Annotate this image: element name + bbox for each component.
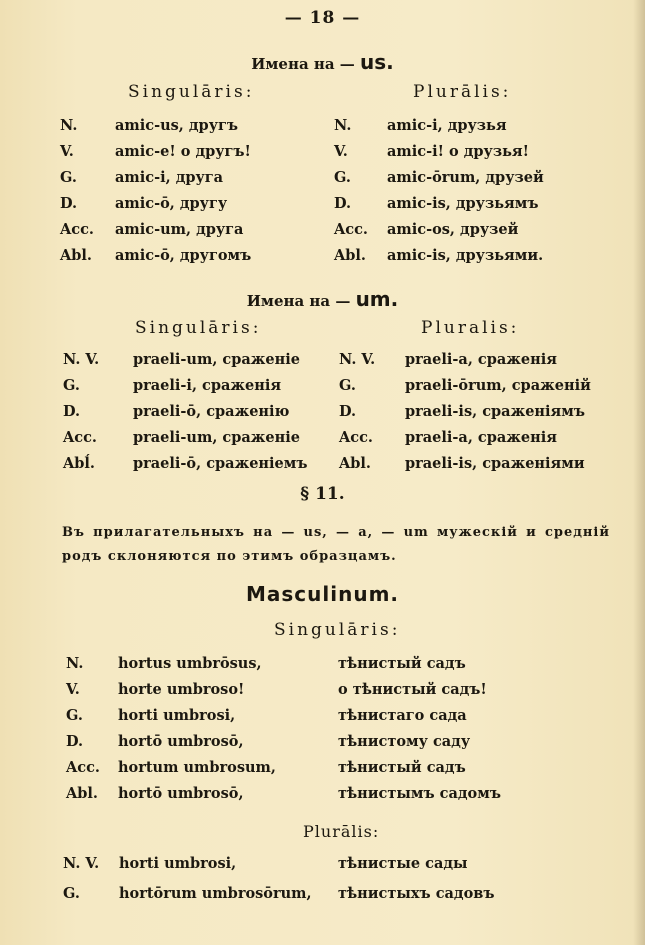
declension-row bbox=[63, 855, 468, 872]
heading-text: Имена на — bbox=[251, 55, 361, 73]
declension-form: amic-is, друзьямъ bbox=[387, 195, 539, 212]
case-label: N. bbox=[334, 117, 352, 134]
case-label: Abl. bbox=[339, 455, 371, 472]
declension-form: praeli-is, сраженіями bbox=[405, 455, 585, 472]
case-label: D. bbox=[66, 733, 84, 750]
latin-form: hortōrum umbrosōrum, bbox=[119, 885, 312, 902]
singularis-label: Singulāris: bbox=[135, 318, 262, 338]
declension-form: amic-is, друзьями. bbox=[387, 247, 544, 264]
case-label: Acc. bbox=[66, 759, 100, 776]
page-number: — 18 — bbox=[284, 8, 361, 28]
note-line: родъ склоняются по этимъ образцамъ. bbox=[62, 549, 397, 564]
declension-row bbox=[63, 455, 308, 472]
case-label: V. bbox=[60, 143, 74, 160]
declension-form: praeli-um, сраженіе bbox=[133, 429, 300, 446]
declension-form: amic-i! о друзья! bbox=[387, 143, 529, 160]
declension-row bbox=[63, 377, 282, 394]
declension-row bbox=[66, 733, 471, 750]
declension-row bbox=[339, 455, 585, 472]
declension-form: amic-e! о другъ! bbox=[115, 143, 251, 160]
case-label: Abl. bbox=[334, 247, 366, 264]
declension-row bbox=[60, 247, 252, 264]
case-label: Acc. bbox=[334, 221, 368, 238]
declension-row bbox=[334, 247, 544, 264]
case-label: G. bbox=[63, 377, 80, 394]
russian-translation: тѣнистый садъ bbox=[338, 759, 466, 776]
declension-form: amic-us, другъ bbox=[115, 117, 238, 134]
russian-translation: тѣнистому саду bbox=[338, 733, 471, 750]
declension-row bbox=[334, 117, 507, 134]
declension-row bbox=[66, 759, 466, 776]
declension-form: praeli-ōrum, сраженій bbox=[405, 377, 591, 394]
singularis-label: Singulāris: bbox=[128, 82, 255, 102]
section-heading-us bbox=[0, 50, 645, 74]
russian-translation: тѣнистаго сада bbox=[338, 707, 467, 724]
case-label: Acc. bbox=[60, 221, 94, 238]
case-label: D. bbox=[339, 403, 357, 420]
latin-form: horti umbrosi, bbox=[118, 707, 236, 724]
note-line: Въ прилагательныхъ на — us, — a, — um мужескій и средній bbox=[62, 525, 610, 540]
page-edge-shadow bbox=[633, 0, 645, 945]
section-number: § 11. bbox=[300, 484, 345, 504]
latin-form: hortō umbrosō, bbox=[118, 785, 244, 802]
declension-row bbox=[63, 885, 495, 902]
russian-translation: тѣнистый садъ bbox=[338, 655, 466, 672]
pluralis-label: Plurālis: bbox=[413, 82, 512, 102]
pluralis-label: Pluralis: bbox=[421, 318, 520, 338]
case-label: D. bbox=[63, 403, 81, 420]
case-label: D. bbox=[60, 195, 78, 212]
declension-row bbox=[334, 169, 544, 186]
declension-form: amic-i, друга bbox=[115, 169, 224, 186]
declension-form: praeli-a, сраженія bbox=[405, 351, 557, 368]
singularis-label: Singulāris: bbox=[274, 620, 401, 640]
gender-heading: Masculinum. bbox=[245, 582, 400, 606]
case-label: D. bbox=[334, 195, 352, 212]
case-label: G. bbox=[339, 377, 356, 394]
case-label: N. V. bbox=[339, 351, 376, 368]
case-label: Acc. bbox=[339, 429, 373, 446]
latin-form: horti umbrosi, bbox=[119, 855, 237, 872]
declension-row bbox=[63, 429, 300, 446]
declension-row bbox=[60, 195, 228, 212]
russian-translation: тѣнистымъ садомъ bbox=[338, 785, 501, 802]
russian-translation: о тѣнистый садъ! bbox=[338, 681, 487, 698]
case-label: V. bbox=[66, 681, 80, 698]
section-heading-um bbox=[0, 287, 645, 311]
heading-text: Имена на — bbox=[246, 292, 356, 310]
declension-row bbox=[339, 429, 557, 446]
declension-form: praeli-a, сраженія bbox=[405, 429, 557, 446]
declension-row bbox=[66, 785, 501, 802]
declension-row bbox=[66, 681, 487, 698]
declension-row bbox=[63, 403, 290, 420]
declension-form: praeli-um, сраженіе bbox=[133, 351, 300, 368]
russian-translation: тѣнистыхъ садовъ bbox=[338, 885, 495, 902]
heading-ending: us. bbox=[360, 50, 394, 74]
declension-row bbox=[334, 195, 539, 212]
case-label: G. bbox=[63, 885, 80, 902]
declension-row bbox=[63, 351, 300, 368]
case-label: N. bbox=[66, 655, 84, 672]
declension-form: praeli-is, сраженіямъ bbox=[405, 403, 585, 420]
case-label: G. bbox=[334, 169, 351, 186]
declension-row bbox=[339, 377, 591, 394]
pluralis-label: Plurālis: bbox=[303, 822, 380, 841]
declension-form: amic-ōrum, друзей bbox=[387, 169, 544, 186]
case-label: N. V. bbox=[63, 855, 100, 872]
declension-row bbox=[60, 221, 244, 238]
latin-form: hortō umbrosō, bbox=[118, 733, 244, 750]
russian-translation: тѣнистые сады bbox=[338, 855, 468, 872]
declension-form: praeli-i, сраженія bbox=[133, 377, 282, 394]
heading-ending: um. bbox=[355, 287, 399, 311]
declension-row bbox=[334, 221, 519, 238]
latin-form: horte umbroso! bbox=[118, 681, 245, 698]
declension-row bbox=[339, 403, 585, 420]
declension-row bbox=[339, 351, 557, 368]
latin-form: hortus umbrōsus, bbox=[118, 655, 262, 672]
declension-row bbox=[60, 143, 251, 160]
declension-row bbox=[334, 143, 529, 160]
declension-form: amic-os, друзей bbox=[387, 221, 519, 238]
case-label: Abl. bbox=[66, 785, 98, 802]
declension-row bbox=[60, 117, 238, 134]
case-label: G. bbox=[66, 707, 83, 724]
case-label: G. bbox=[60, 169, 77, 186]
declension-row bbox=[66, 655, 466, 672]
declension-row bbox=[60, 169, 224, 186]
case-label: V. bbox=[334, 143, 348, 160]
case-label: N. bbox=[60, 117, 78, 134]
case-label: Acc. bbox=[63, 429, 97, 446]
case-label: Abĺ. bbox=[63, 455, 95, 472]
declension-form: amic-um, друга bbox=[115, 221, 244, 238]
declension-row bbox=[66, 707, 467, 724]
declension-form: praeli-ō, сраженіемъ bbox=[133, 455, 308, 472]
declension-form: amic-ō, другомъ bbox=[115, 247, 252, 264]
case-label: N. V. bbox=[63, 351, 100, 368]
declension-form: praeli-ō, сраженію bbox=[133, 403, 290, 420]
latin-form: hortum umbrosum, bbox=[118, 759, 276, 776]
declension-form: amic-ō, другу bbox=[115, 195, 228, 212]
case-label: Abl. bbox=[60, 247, 92, 264]
declension-form: amic-i, друзья bbox=[387, 117, 507, 134]
